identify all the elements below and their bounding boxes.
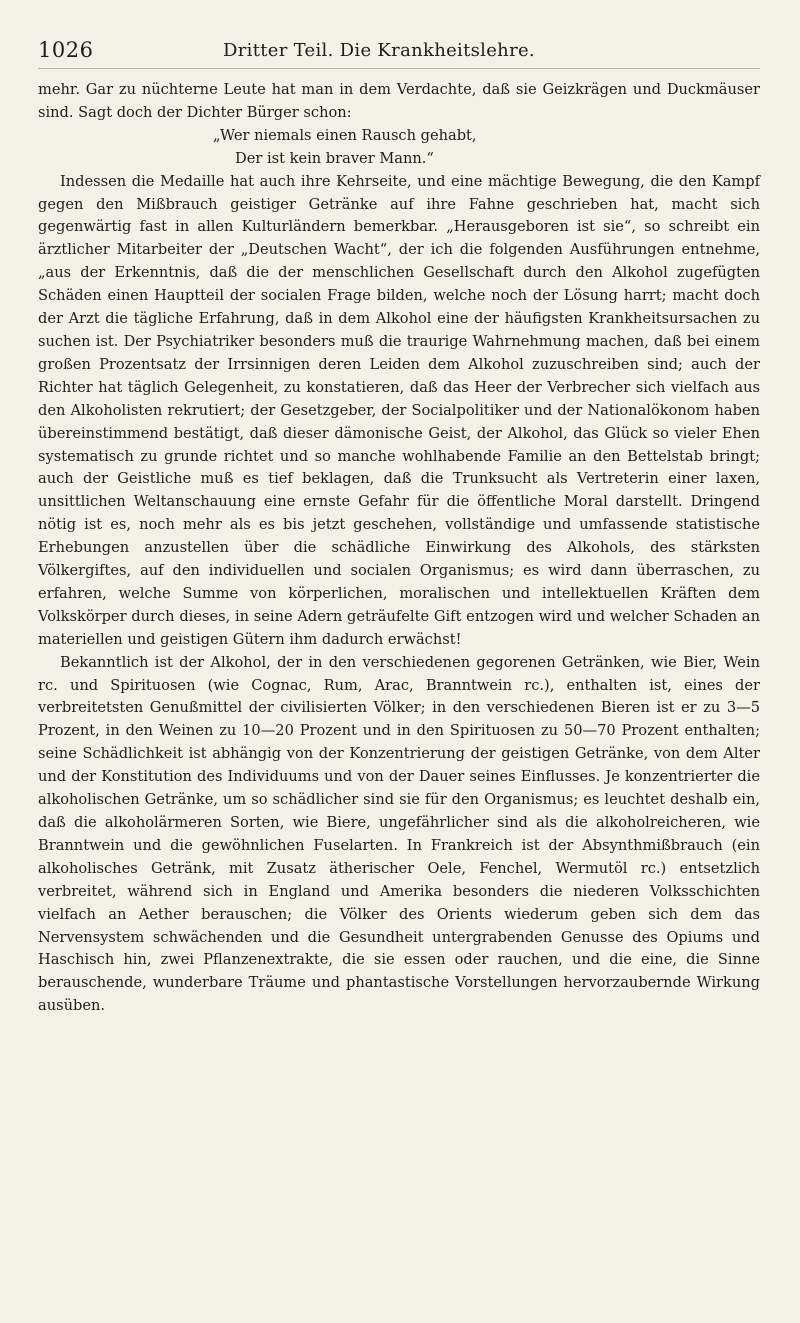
chapter-title: Dritter Teil. Die Krankheitslehre. [223,40,535,61]
paragraph-opening: mehr. Gar zu nüchterne Leute hat man in dem Verdachte, daß sie Geizkrägen und Duckmäuser sind. Sagt doch der Dichter Bürger schon: [38,81,760,121]
poem-line: Der ist kein braver Mann.“ [235,149,434,167]
page-number: 1026 [38,38,94,62]
poem-quote [213,125,760,171]
running-head [38,36,760,69]
paragraph-alcohol-movement: Indessen die Medaille hat auch ihre Kehrseite, und eine mächtige Bewegung, die den Kampf gegen den Mißbrauch geistiger Getränke auf ihre Fahne geschrieben hat, macht sich gegenwärtig fast in allen Kulturländern bemerkbar. „Herausgeboren ist sie“, so schreibt ein ärztlicher Mitarbeiter der „Deutschen Wacht“, der ich die folgenden Ausführungen entnehme, „aus der Erkenntnis, daß die der menschlichen Gesellschaft durch den Alkohol zugefügten Schäden einen Hauptteil der socialen Frage bilden, welche noch der Lösung harrt; macht doch der Arzt die tägliche Erfahrung, daß in dem Alkohol eine der häufigsten Krankheitsursachen zu suchen ist. Der Psychiatriker besonders muß die traurige Wahrnehmung machen, daß bei einem großen Prozentsatz der Irrsinnigen deren Leiden dem Alkohol zuzuschreiben sind; auch der Richter hat täglich Gelegenheit, zu konstatieren, daß das Heer der Verbrecher sich vielfach aus den Alkoholisten rekrutiert; der Gesetzgeber, der Socialpolitiker und der Nationalökonom haben übereinstimmend bestätigt, daß dieser dämonische Geist, der Alkohol, das Glück so vieler Ehen systematisch zu grunde richtet und so manche wohlhabende Familie an den Bettelstab bringt; auch der Geistliche muß es tief beklagen, daß die Trunksucht als Vertreterin einer laxen, unsittlichen Weltanschauung eine ernste Gefahr für die öffentliche Moral darstellt. Dringend nötig ist es, noch mehr als es bis jetzt geschehen, vollständige und umfassende statistische Erhebungen anzustellen über die schädliche Einwirkung des Alkohols, des stärksten Völkergiftes, auf den individuellen und socialen Organismus; es wird dann überraschen, zu erfahren, welche Summe von körperlichen, moralischen und intellektuellen Kräften dem Volkskörper durch dieses, in seine Adern geträufelte Gift entzogen wird und welcher Schaden an materiellen und geistigen Gütern ihm dadurch erwächst! [38,172,760,648]
paragraph-alcohol-beverages: Bekanntlich ist der Alkohol, der in den verschiedenen gegorenen Getränken, wie Bier, Wein rc. und Spirituosen (wie Cognac, Rum, Arac, Branntwein rc.), enthalten ist, eines der verbreitetsten Genußmittel der civilisierten Völker; in den verschiedenen Bieren ist er zu 3—5 Prozent, in den Weinen zu 10—20 Prozent und in den Spirituosen zu 50—70 Prozent enthalten; seine Schädlichkeit ist abhängig von der Konzentrierung der geistigen Getränke, von dem Alter und der Konstitution des Individuums und von der Dauer seines Einflusses. Je konzentrierter die alkoholischen Getränke, um so schädlicher sind sie für den Organismus; es leuchtet deshalb ein, daß die alkoholärmeren Sorten, wie Biere, ungefährlicher sind als die alkoholreicheren, wie Branntwein und die gewöhnlichen Fuselarten. In Frankreich ist der Absynthmißbrauch (ein alkoholisches Getränk, mit Zusatz ätherischer Oele, Fenchel, Wermutöl rc.) entsetzlich verbreitet, während sich in England und Amerika besonders die niederen Volksschichten vielfach an Aether berauschen; die Völker des Orients wiederum geben sich dem das Nervensystem schwächenden und die Gesundheit untergrabenden Genusse des Opiums und Haschisch hin, zwei Pflanzenextrakte, die sie essen oder rauchen, und die eine, die Sinne berauschende, wunderbare Träume und phantastische Vorstellungen hervorzaubernde Wirkung ausüben. [38,653,760,1015]
poem-line: „Wer niemals einen Rausch gehabt, [213,126,477,144]
body-text [38,79,760,1018]
book-page [38,36,760,1291]
